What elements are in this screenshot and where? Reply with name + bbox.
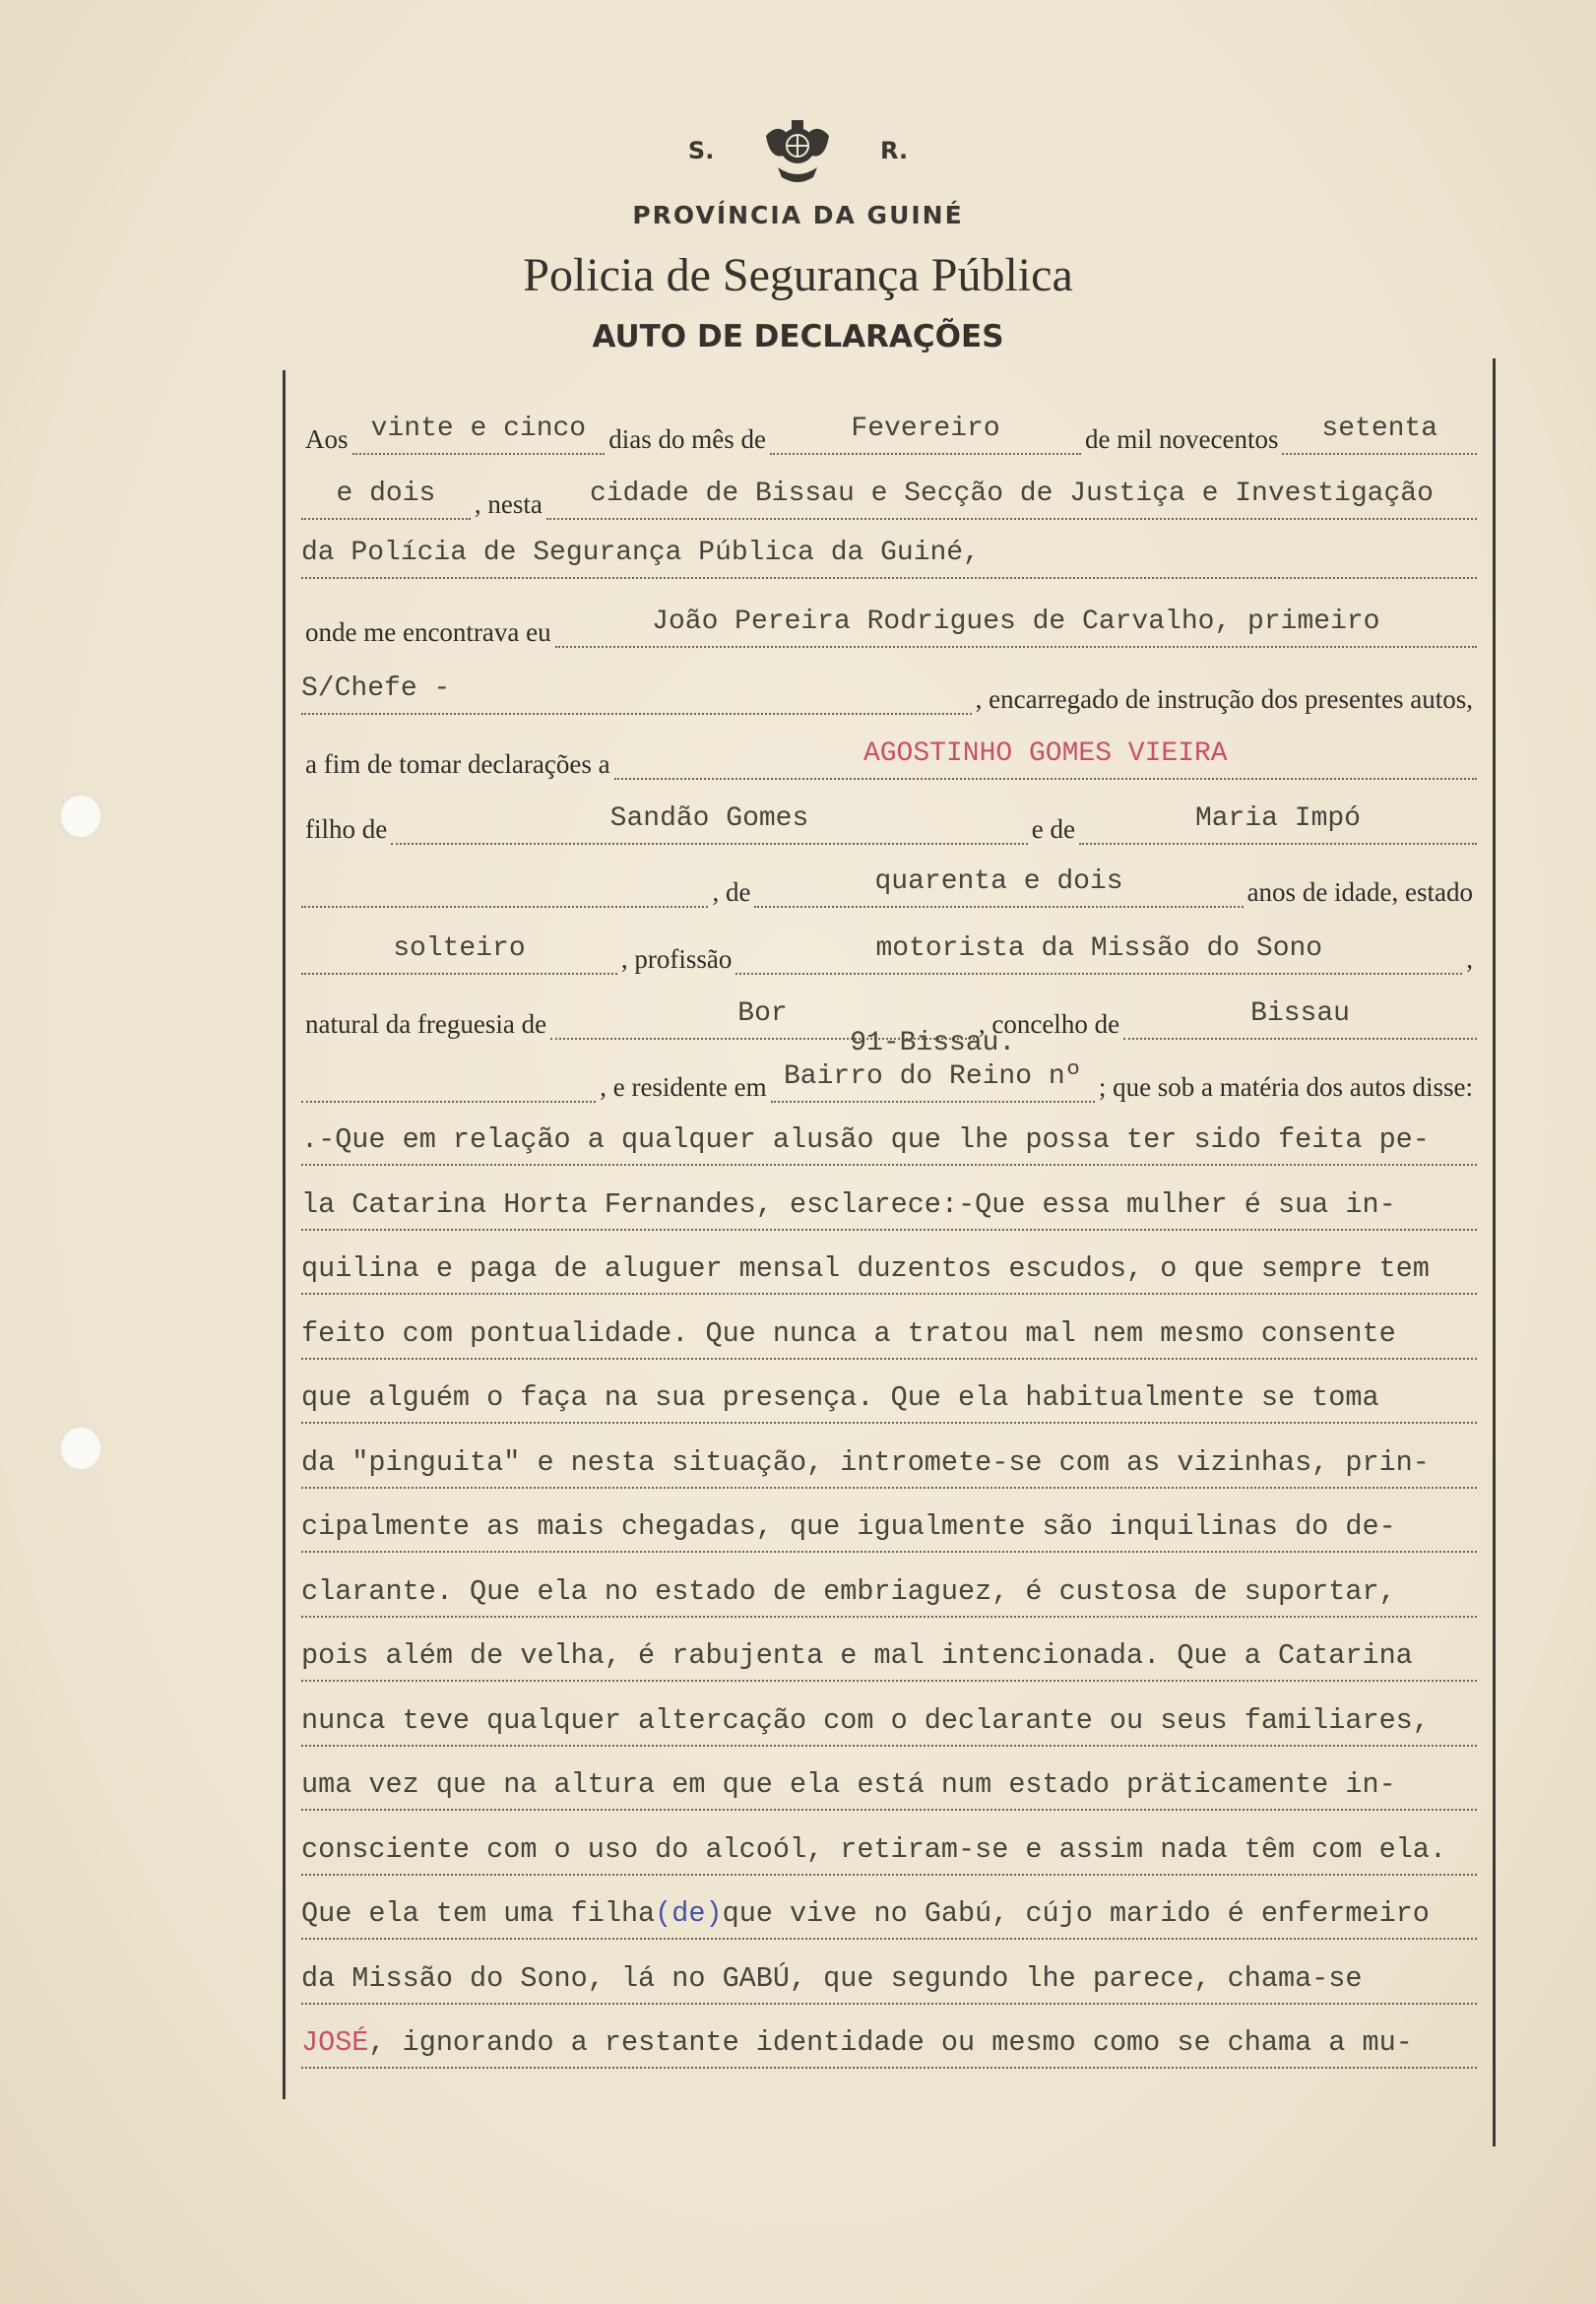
- form-field: [352, 410, 606, 455]
- form-label: natural da freguesia de: [305, 1009, 547, 1039]
- document-type-heading: AUTO DE DECLARAÇÕES: [592, 319, 1004, 354]
- province-heading: PROVÍNCIA DA GUINÉ: [632, 201, 964, 229]
- form-field: [1123, 994, 1477, 1040]
- form-label: ,: [1466, 944, 1473, 974]
- statement-line: [301, 1120, 1477, 1166]
- letterhead-crest-line: [0, 116, 1596, 187]
- statement-line: [301, 1959, 1477, 2005]
- statement-line: [301, 1572, 1477, 1618]
- form-label: , concelho de: [978, 1009, 1120, 1039]
- form-label: anos de idade, estado: [1246, 877, 1473, 907]
- form-field: [301, 863, 708, 908]
- form-field-value: Bissau: [1250, 998, 1350, 1029]
- form-label: a fim de tomar declarações a: [305, 749, 610, 779]
- form-field: [754, 863, 1243, 908]
- form-row: [301, 666, 1477, 715]
- form-field-value: cidade de Bissau e Secção de Justiça e Investigação: [589, 479, 1434, 509]
- form-field: [301, 1057, 596, 1103]
- form-row: [301, 731, 1477, 780]
- form-row: [301, 796, 1477, 845]
- form-field-value: Maria Impó: [1194, 803, 1361, 834]
- typed-text: da "pinguita" e nesta situação, intromete-se com as vizinhas, prin-: [301, 1445, 1430, 1479]
- typed-text: clarante. Que ela no estado de embriaguez, é custosa de suportar,: [301, 1574, 1396, 1608]
- coat-of-arms-icon: [756, 116, 839, 187]
- left-border-line: [283, 370, 286, 2099]
- typed-text: feito com pontualidade. Que nunca a tratou mal nem mesmo consente: [301, 1316, 1396, 1350]
- form-field: [555, 603, 1477, 648]
- form-label: Aos: [305, 424, 349, 454]
- form-field-value: motorista da Missão do Sono: [875, 933, 1323, 964]
- statement-line: [301, 1249, 1477, 1295]
- statement-line: [301, 1185, 1477, 1231]
- form-field: [301, 670, 972, 715]
- punch-hole: [59, 1426, 102, 1471]
- form-row: [301, 406, 1477, 455]
- form-field-value: setenta: [1321, 414, 1438, 444]
- typed-text: nunca teve qualquer altercação com o declarante ou seus familiares,: [301, 1703, 1430, 1737]
- form-field: [301, 929, 617, 975]
- form-label: filho de: [305, 814, 388, 844]
- form-field-value: Fevereiro: [851, 414, 1000, 444]
- form-label: , e residente em: [600, 1072, 767, 1102]
- form-row: [301, 859, 1477, 908]
- form-field-value: vinte e cinco: [370, 414, 587, 444]
- typed-text: la Catarina Horta Fernandes, esclarece:-Que essa mulher é sua in-: [301, 1187, 1396, 1221]
- form-field: [735, 929, 1462, 975]
- form-label: , nesta: [474, 489, 543, 519]
- form-row: [301, 530, 1477, 579]
- form-field: [614, 735, 1477, 780]
- form-field: [546, 475, 1477, 520]
- typed-text: pois além de velha, é rabujenta e mal intencionada. Que a Catarina: [301, 1639, 1413, 1672]
- form-field: [1282, 410, 1477, 455]
- form-field-value: solteiro: [393, 933, 526, 964]
- form-label: , de: [712, 877, 751, 907]
- typed-text: que alguém o faça na sua presença. Que ela habitualmente se toma: [301, 1381, 1379, 1414]
- form-row: [301, 926, 1477, 975]
- typed-text: Que ela tem uma filha: [301, 1897, 656, 1930]
- form-field-value: quarenta e dois: [874, 866, 1123, 897]
- form-row: [301, 1028, 1477, 1103]
- typed-text: uma vez que na altura em que ela está num estado präticamente in-: [301, 1768, 1396, 1801]
- institution-title: Policia de Segurança Pública: [523, 249, 1073, 301]
- statement-line: [301, 1765, 1477, 1811]
- highlighted-text: (de): [655, 1897, 723, 1930]
- statement-line: [301, 2023, 1477, 2069]
- form-label: , profissão: [620, 944, 733, 974]
- right-initial: R.: [880, 137, 909, 164]
- statement-line: [301, 1443, 1477, 1489]
- form-field: [770, 410, 1081, 455]
- statement-line: [301, 1701, 1477, 1747]
- left-initial: S.: [687, 137, 715, 164]
- right-border-line: [1493, 358, 1496, 2146]
- form-label: ; que sob a matéria dos autos disse:: [1098, 1072, 1473, 1102]
- form-field-value: e dois: [336, 479, 436, 509]
- form-label: de mil novecentos: [1085, 424, 1279, 454]
- typed-text: consciente com o uso do alcoól, retiram-se e assim nada têm com ela.: [301, 1832, 1446, 1866]
- typed-text: da Missão do Sono, lá no GABÚ, que segundo lhe parece, chama-se: [301, 1961, 1363, 1995]
- form-field-value: da Polícia de Segurança Pública da Guiné,: [301, 538, 980, 568]
- form-field-annotation: 91-Bissau.: [850, 1028, 1016, 1058]
- form-row: [301, 471, 1477, 520]
- highlighted-text: JOSÉ: [301, 2026, 369, 2059]
- form-field: [301, 534, 1477, 579]
- form-field: [301, 475, 471, 520]
- statement-line: [301, 1830, 1477, 1876]
- statement-line: [301, 1636, 1477, 1682]
- statement-line: [301, 1894, 1477, 1940]
- form-label: e de: [1031, 814, 1075, 844]
- typed-text: , ignorando a restante identidade ou mesmo como se chama a mu-: [368, 2026, 1413, 2059]
- form-label: onde me encontrava eu: [305, 617, 551, 647]
- form-field: [1079, 800, 1477, 845]
- form-label: , encarregado de instrução dos presentes autos,: [975, 684, 1473, 714]
- form-field-value: AGOSTINHO GOMES VIEIRA: [862, 738, 1228, 769]
- form-field: [391, 800, 1027, 845]
- typed-text: cipalmente as mais chegadas, que igualmente são inquilinas do de-: [301, 1510, 1396, 1543]
- statement-line: [301, 1378, 1477, 1424]
- form-field-value: Bairro do Reino nº: [784, 1061, 1082, 1092]
- typed-text: que vive no Gabú, cújo marido é enfermeiro: [722, 1897, 1430, 1930]
- form-field-value: Sandão Gomes: [609, 803, 809, 834]
- form-field-value: Bor: [737, 998, 788, 1029]
- typed-text: quilina e paga de aluguer mensal duzentos escudos, o que sempre tem: [301, 1252, 1430, 1285]
- typed-text: .-Que em relação a qualquer alusão que lhe possa ter sido feita pe-: [301, 1123, 1430, 1156]
- form-field-value: João Pereira Rodrigues de Carvalho, primeiro: [652, 607, 1380, 637]
- statement-line: [301, 1314, 1477, 1360]
- statement-line: [301, 1507, 1477, 1553]
- form-field-value: S/Chefe -: [301, 673, 451, 704]
- punch-hole: [59, 794, 102, 839]
- form-row: [301, 599, 1477, 648]
- form-label: dias do mês de: [608, 424, 767, 454]
- form-field: [771, 1028, 1095, 1103]
